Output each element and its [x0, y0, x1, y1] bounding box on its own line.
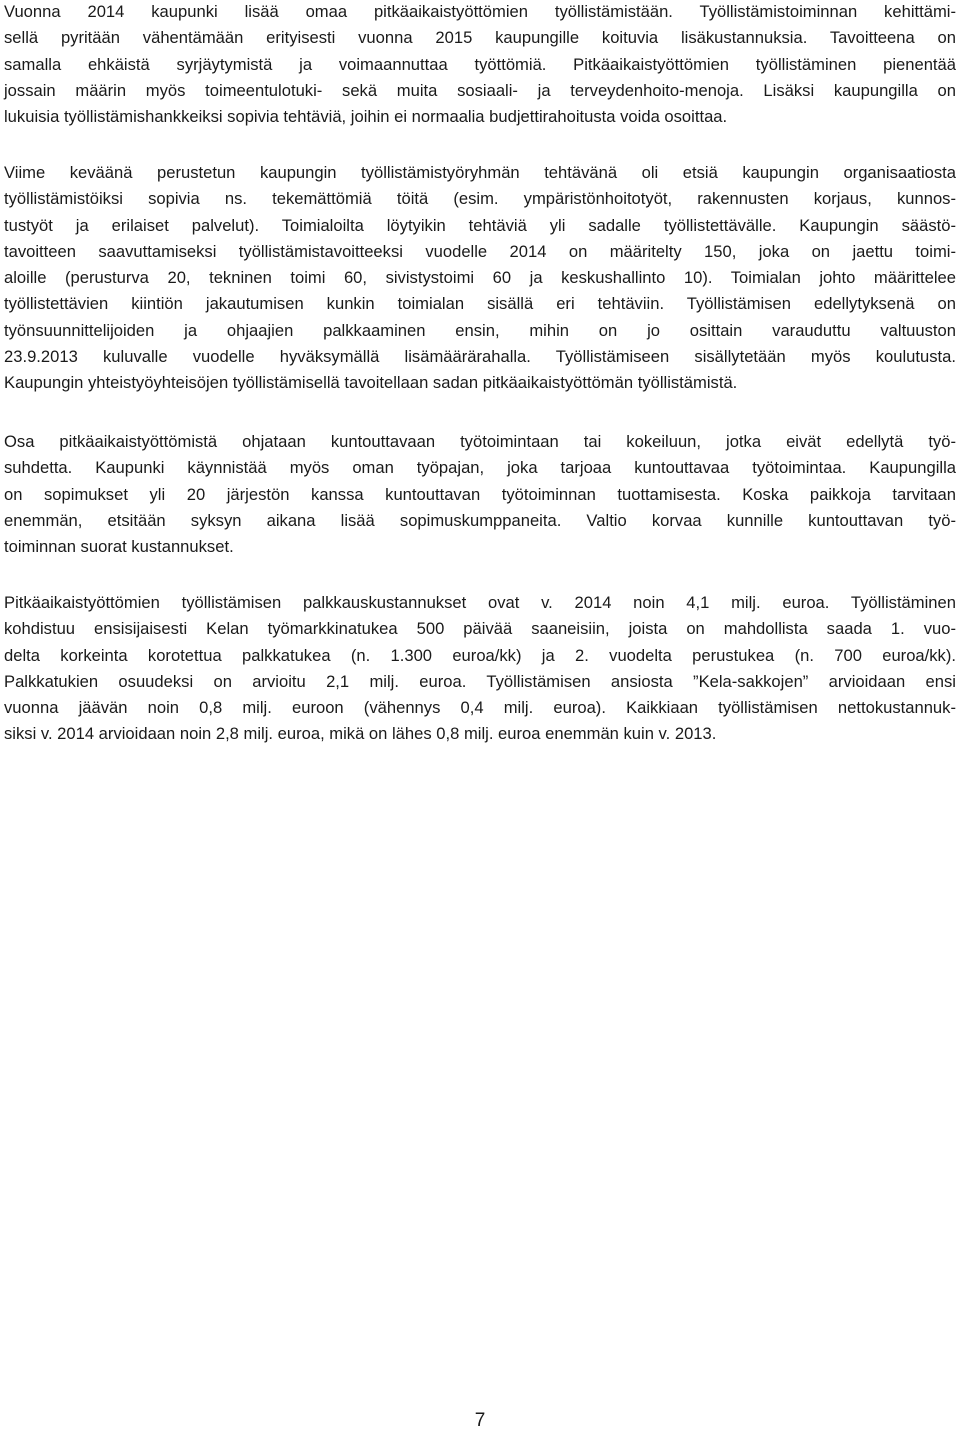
text-line: Pitkäaikaistyöttömien työllistämisen palkkauskustannukset ovat v. 2014 noin 4,1 milj. euroa. Työllistäminen	[4, 593, 956, 612]
text-line: 23.9.2013 kuluvalle vuodelle hyväksymällä lisämäärärahalla. Työllistämiseen sisällytetään myös koulutusta.	[4, 347, 956, 367]
text-line: Viime keväänä perustetun kaupungin työllistämistyöryhmän tehtävänä oli etsiä kaupungin organisaatiosta	[4, 163, 956, 182]
text-line: Palkkatukien osuudeksi on arvioitu 2,1 milj. euroa. Työllistämisen ansiosta ”Kela-sakkojen” arvioidaan ensi	[4, 671, 956, 691]
text-line: sellä pyritään vähentämään erityisesti vuonna 2015 kaupungille koituvia lisäkustannuksia. Tavoitteena on	[4, 28, 956, 48]
text-line: työnsuunnittelijoiden ja ohjaajien palkkaaminen ensin, mihin on jo osittain varauduttu valtuuston	[4, 320, 956, 340]
paragraph-costs	[4, 590, 956, 748]
text-line: siksi v. 2014 arvioidaan noin 2,8 milj. euroa, mikä on lähes 0,8 milj. euroa enemmän kuin v. 2013.	[4, 724, 717, 744]
paragraph-working-group	[4, 160, 956, 397]
text-line: suhdetta. Kaupunki käynnistää myös oman työpajan, joka tarjoaa kuntouttavaa työtoimintaa. Kaupungilla	[4, 458, 956, 478]
text-line: työllistämistöiksi sopivia ns. tekemättömiä töitä (esim. ympäristönhoitotyöt, rakennusten korjaus, kunnos-	[4, 189, 956, 209]
paragraph-rehabilitative-work	[4, 429, 956, 560]
paragraph-employment-2014	[4, 0, 956, 130]
text-line: työllistettävien kiintiön jakautumisen kunkin toimialan sisällä eri tehtäviin. Työllistämisen edellytyksenä on	[4, 294, 956, 314]
text-line: kohdistuu ensisijaisesti Kelan työmarkkinatukea 500 päivää saaneisiin, joista on mahdollista saada 1. vuo-	[4, 619, 956, 639]
text-line: aloille (perusturva 20, tekninen toimi 60, sivistystoimi 60 ja keskushallinto 10). Toimialan johto määrittelee	[4, 268, 956, 288]
text-line: Vuonna 2014 kaupunki lisää omaa pitkäaikaistyöttömien työllistämistään. Työllistämistoiminnan kehittämi-	[4, 2, 956, 21]
text-line: samalla ehkäistä syrjäytymistä ja voimaannuttaa työttömiä. Pitkäaikaistyöttömien työllistäminen pienentää	[4, 54, 956, 74]
text-line: Osa pitkäaikaistyöttömistä ohjataan kuntouttavaan työtoimintaan tai kokeiluun, jotka eivät edellytä työ-	[4, 432, 956, 451]
text-line: enemmän, etsitään syksyn aikana lisää sopimuskumppaneita. Valtio korvaa kunnille kuntouttavan työ-	[4, 510, 956, 530]
text-line: on sopimukset yli 20 järjestön kanssa kuntouttavan työtoiminnan tuottamisesta. Koska paikkoja tarvitaan	[4, 484, 956, 504]
text-line: delta korkeinta korotettua palkkatukea (n. 1.300 euroa/kk) ja 2. vuodelta perustukea (n. 700 euroa/kk).	[4, 645, 956, 665]
page-number: 7	[474, 1410, 486, 1431]
text-line: jossain määrin myös toimeentulotuki- sekä muita sosiaali- ja terveydenhoito-menoja. Lisäksi kaupungilla on	[4, 80, 956, 100]
text-line: tustyöt ja erilaiset palvelut). Toimialoilta löytyikin tehtäviä yli sadalle työllistettävälle. Kaupungin säästö-	[4, 215, 956, 235]
text-line: tavoitteen saavuttamiseksi työllistämistavoitteeksi vuodelle 2014 on määritelty 150, joka on jaettu toimi-	[4, 241, 956, 261]
text-line: Kaupungin yhteistyöyhteisöjen työllistämisellä tavoitellaan sadan pitkäaikaistyöttömän työllistämistä.	[4, 373, 738, 393]
text-line: lukuisia työllistämishankkeiksi sopivia tehtäviä, joihin ei normaalia budjettirahoitusta voida osoittaa.	[4, 107, 728, 127]
text-line: vuonna jäävän noin 0,8 milj. euroon (vähennys 0,4 milj. euroa). Kaikkiaan työllistämisen nettokustannuk-	[4, 698, 956, 718]
text-line: toiminnan suorat kustannukset.	[4, 537, 234, 557]
